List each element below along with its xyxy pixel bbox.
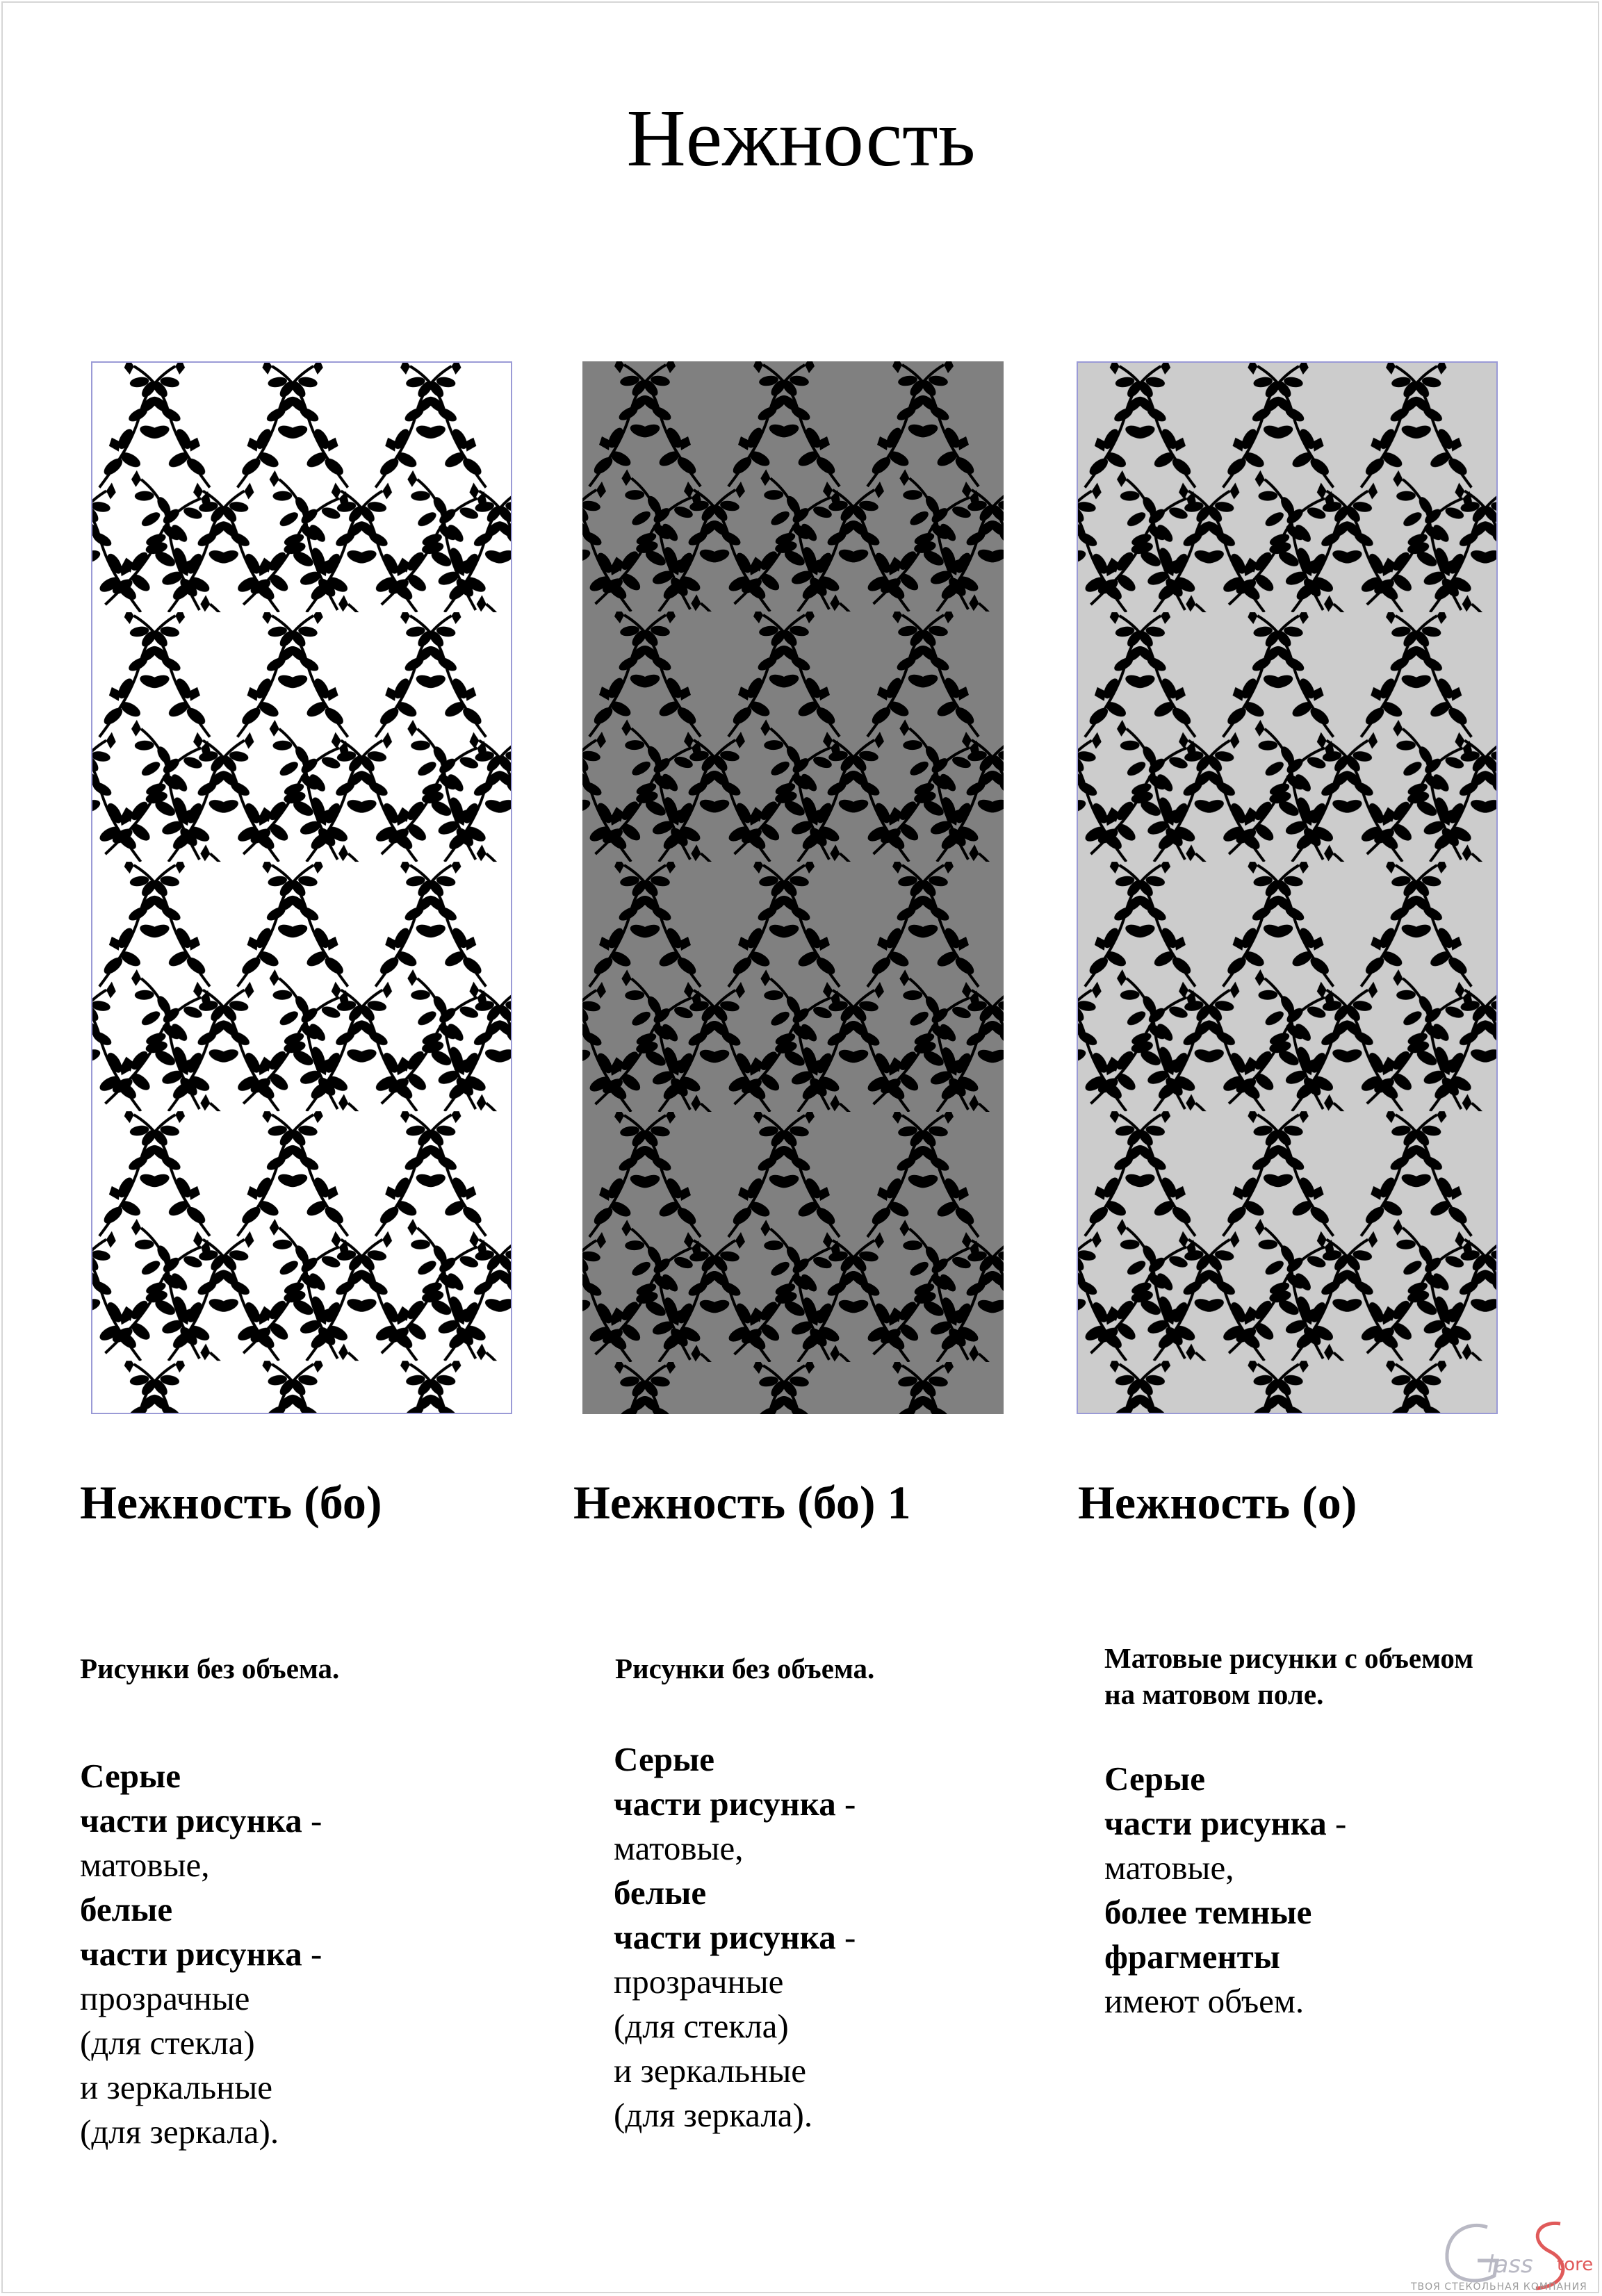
- desc-line: Серые: [614, 1740, 714, 1778]
- caption-o: [1104, 1640, 1473, 1712]
- desc-line: -: [1326, 1804, 1347, 1842]
- desc-line: более темные: [1104, 1893, 1312, 1931]
- floral-pattern-image: [92, 363, 511, 1413]
- variant-name-o: Нежность (о): [1078, 1476, 1357, 1529]
- floral-pattern-image: [582, 361, 1004, 1414]
- logo-wordmark-store: tore: [1557, 2254, 1594, 2275]
- caption-bo: Рисунки без объема.: [80, 1653, 340, 1684]
- caption-bo-1: Рисунки без объема.: [615, 1653, 875, 1684]
- caption-o-line-2: на матовом поле.: [1104, 1678, 1324, 1710]
- desc-line: матовые,: [80, 1846, 210, 1884]
- desc-line: Серые: [80, 1757, 181, 1795]
- desc-line: части рисунка: [614, 1785, 836, 1823]
- pattern-preview-bo: [91, 361, 512, 1414]
- variant-name-bo: Нежность (бо): [80, 1476, 382, 1529]
- description-bo: [80, 1754, 322, 2154]
- desc-line: части рисунка: [1104, 1804, 1327, 1842]
- pattern-preview-o: [1077, 361, 1498, 1414]
- logo-tagline: ТВОЯ СТЕКОЛЬНАЯ КОМПАНИЯ: [1411, 2281, 1587, 2293]
- desc-line: имеют объем.: [1104, 1982, 1305, 2020]
- desc-line: и зеркальные: [80, 2068, 273, 2106]
- desc-line: (для зеркала).: [614, 2096, 813, 2134]
- desc-line: -: [302, 1801, 322, 1839]
- page-title: Нежность: [626, 92, 976, 183]
- description-bo-1: [614, 1737, 856, 2138]
- desc-line: Серые: [1104, 1760, 1205, 1798]
- logo-wordmark: lass: [1487, 2251, 1533, 2279]
- desc-line: белые: [614, 1873, 707, 1912]
- floral-pattern-image: [1078, 363, 1496, 1413]
- desc-line: -: [835, 1785, 856, 1823]
- description-o: [1104, 1757, 1346, 2024]
- desc-line: -: [302, 1935, 322, 1973]
- desc-line: (для зеркала).: [80, 2113, 279, 2151]
- desc-line: (для стекла): [80, 2024, 255, 2062]
- desc-line: белые: [80, 1890, 173, 1928]
- desc-line: части рисунка: [80, 1935, 302, 1973]
- variant-name-bo-1: Нежность (бо) 1: [573, 1476, 911, 1529]
- desc-line: матовые,: [1104, 1848, 1234, 1887]
- desc-line: и зеркальные: [614, 2051, 807, 2090]
- desc-line: (для стекла): [614, 2007, 789, 2045]
- desc-line: фрагменты: [1104, 1937, 1280, 1976]
- pattern-preview-bo-1: [582, 361, 1004, 1414]
- desc-line: прозрачные: [80, 1979, 250, 2017]
- desc-line: матовые,: [614, 1829, 744, 1867]
- desc-line: -: [835, 1918, 856, 1956]
- desc-line: части рисунка: [614, 1918, 836, 1956]
- desc-line: прозрачные: [614, 1962, 784, 2001]
- caption-o-line-1: Матовые рисунки с объемом: [1104, 1642, 1474, 1674]
- desc-line: части рисунка: [80, 1801, 302, 1839]
